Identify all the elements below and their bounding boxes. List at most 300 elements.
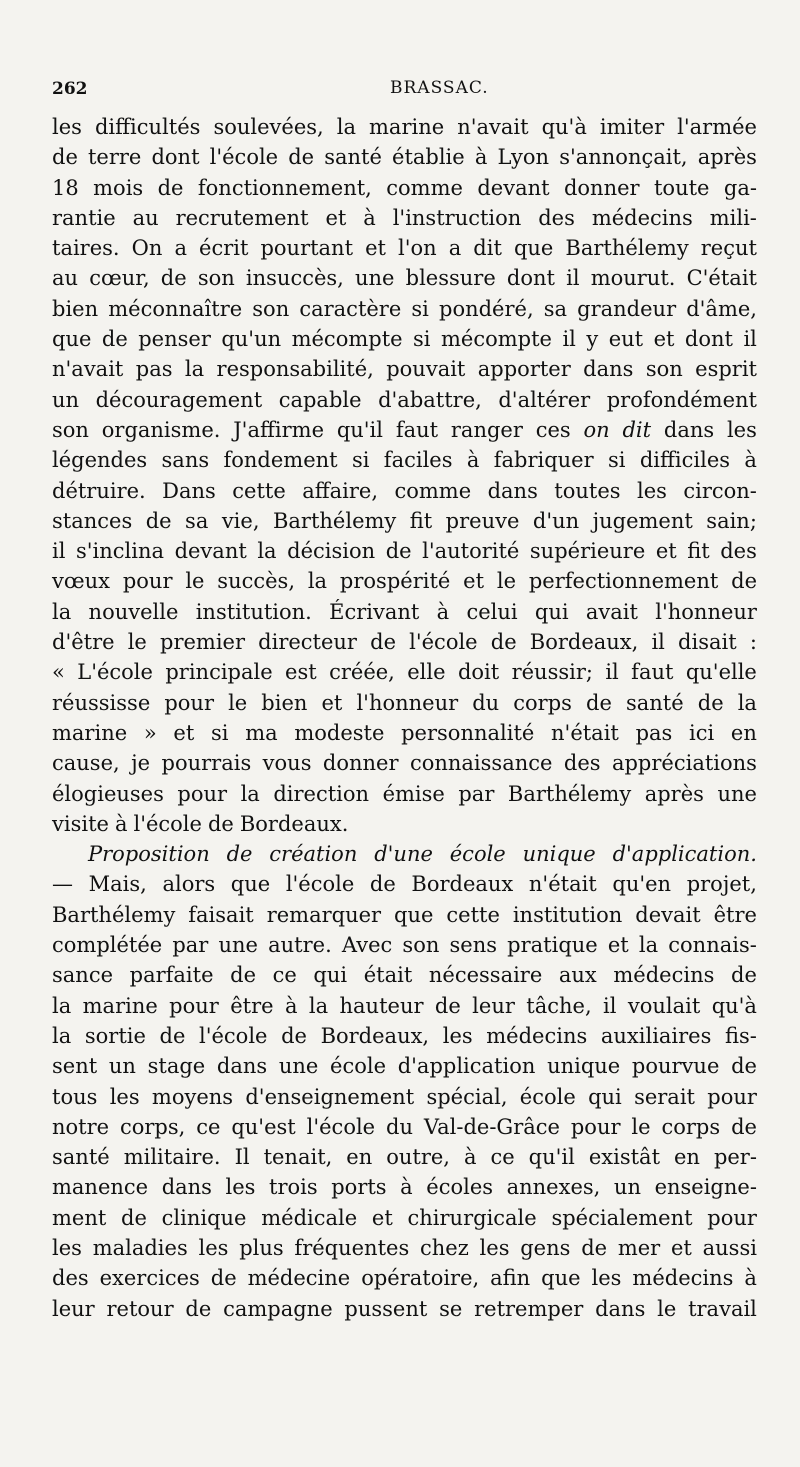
word: marine — [82, 993, 158, 1018]
word: que — [230, 872, 271, 897]
word: si — [351, 448, 370, 473]
word: pour — [707, 1205, 757, 1230]
word: pour — [122, 569, 173, 594]
word: s'inclina — [75, 539, 165, 564]
word: de — [207, 811, 234, 836]
word: qu'il — [336, 417, 383, 442]
word: serait — [634, 1084, 695, 1109]
word: une — [355, 266, 395, 291]
word: santé — [324, 145, 382, 170]
word: de — [210, 1266, 237, 1291]
word: terre — [87, 145, 142, 170]
word: « — [52, 660, 65, 685]
word: l'instruction — [392, 205, 522, 230]
word: Bordeaux — [411, 872, 514, 897]
word: connais- — [668, 933, 757, 958]
word: bien — [261, 690, 308, 715]
word: après — [644, 781, 704, 806]
word: projet, — [686, 872, 757, 897]
word: spécial, — [426, 1084, 508, 1109]
word: dont — [684, 327, 733, 352]
word: école — [449, 842, 506, 867]
word: de — [226, 842, 253, 867]
word: la — [307, 569, 328, 594]
word: son — [645, 357, 683, 382]
word: outre, — [386, 1145, 450, 1170]
word: qu'est — [231, 1114, 296, 1139]
word: un — [52, 387, 80, 412]
word: les — [52, 115, 82, 139]
word: son — [402, 933, 440, 958]
word: direction — [273, 781, 370, 806]
word: de — [281, 1023, 307, 1048]
word: l'armée — [677, 115, 757, 139]
word: ga- — [723, 175, 757, 200]
word: tenait, — [263, 1145, 333, 1170]
word: afin — [490, 1266, 531, 1291]
word: ce — [196, 1114, 221, 1139]
text-line — [52, 748, 757, 778]
word: unique — [522, 842, 596, 867]
word: capable — [278, 387, 362, 412]
word: Mais, — [88, 872, 147, 897]
word: institution — [512, 902, 623, 927]
word: l'école — [199, 1023, 268, 1048]
word: méconnaître — [108, 296, 243, 321]
word: parfaite — [129, 963, 214, 988]
text-line — [52, 809, 757, 839]
word: le — [496, 569, 517, 594]
word: faisait — [188, 902, 254, 927]
word: n'était — [551, 720, 619, 745]
word: la — [52, 599, 72, 624]
word: personnalité — [401, 720, 535, 745]
word: à — [284, 993, 298, 1018]
text-line — [52, 930, 757, 960]
word: on — [583, 417, 610, 442]
word: hauteur — [339, 993, 424, 1018]
word: médecins — [613, 963, 715, 988]
text-line — [52, 445, 757, 475]
word: et — [670, 1235, 692, 1260]
word: stage — [147, 1054, 206, 1079]
word: qu'elle — [685, 660, 757, 685]
word: de — [434, 993, 461, 1018]
word: dans — [663, 417, 715, 442]
word: sortie — [84, 1023, 146, 1048]
word: manence — [52, 1175, 149, 1200]
word: une — [717, 781, 757, 806]
word: et — [371, 1205, 393, 1230]
word: devant — [174, 539, 247, 564]
word: sans — [161, 448, 210, 473]
word: de — [581, 1235, 608, 1260]
text-line — [52, 1021, 757, 1051]
word: de — [160, 266, 187, 291]
word: faciles — [383, 448, 453, 473]
word: pourrais — [161, 751, 252, 776]
word: toutes — [554, 478, 621, 503]
text-line — [52, 173, 757, 203]
word: spécialement — [551, 1205, 693, 1230]
word: alors — [162, 872, 216, 897]
word: celui — [466, 599, 518, 624]
word: le — [228, 690, 248, 715]
word: d'application. — [612, 842, 757, 867]
word: existât — [588, 1145, 661, 1170]
body-text — [52, 112, 757, 1324]
word: médecins — [591, 205, 693, 230]
word: aussi — [702, 1235, 757, 1260]
word: autre. — [268, 933, 332, 958]
word: de — [159, 1023, 186, 1048]
page-header — [52, 74, 752, 104]
word: leur — [472, 993, 515, 1018]
word: de — [145, 508, 172, 533]
word: travail — [688, 1296, 757, 1321]
word: » — [143, 720, 157, 745]
word: découragement — [95, 387, 263, 412]
word: l'école — [209, 145, 279, 170]
word: mécompte — [291, 327, 403, 352]
word: L'école — [77, 660, 153, 685]
word: les — [479, 1235, 510, 1260]
section-heading — [52, 839, 757, 869]
word: retremper — [474, 1296, 584, 1321]
text-line — [52, 476, 757, 506]
word: dans — [583, 357, 634, 382]
word: profondément — [606, 387, 757, 412]
word: si — [413, 327, 431, 352]
word: l'école — [306, 1114, 376, 1139]
word: mécompte — [441, 327, 552, 352]
word: être — [230, 993, 274, 1018]
word: dit — [622, 417, 652, 442]
text-line — [52, 263, 757, 293]
word: Dans — [162, 478, 216, 503]
word: la — [52, 993, 72, 1018]
word: chirurgicale — [407, 1205, 537, 1230]
word: la — [240, 781, 260, 806]
text-line — [52, 657, 757, 687]
word: leur — [52, 1296, 95, 1321]
word: des — [563, 751, 601, 776]
text-line — [52, 1233, 757, 1263]
word: disait — [678, 630, 737, 655]
word: On — [131, 236, 163, 261]
word: école — [519, 1084, 576, 1109]
word: que — [513, 236, 554, 261]
word: directeur — [258, 630, 357, 655]
word: que — [52, 327, 92, 352]
word: fondement — [223, 448, 338, 473]
word: dans — [595, 1296, 646, 1321]
word: et — [325, 205, 347, 230]
word: dont — [151, 145, 200, 170]
word: apporter — [477, 357, 571, 382]
word: ces — [535, 417, 571, 442]
word: toute — [653, 175, 710, 200]
word: circon- — [683, 478, 757, 503]
word: Bordeaux, — [529, 630, 639, 655]
word: santé — [52, 1145, 110, 1170]
word: premier — [160, 630, 246, 655]
word: émise — [382, 781, 445, 806]
word: dit — [473, 236, 502, 261]
word: insuccès, — [245, 266, 344, 291]
word: institution. — [195, 599, 312, 624]
word: perfectionnement — [528, 569, 719, 594]
text-line — [52, 1142, 757, 1172]
word: sa — [185, 508, 209, 533]
word: n'était — [528, 872, 597, 897]
word: d'enseignement — [245, 1084, 415, 1109]
word: soulevées, — [213, 115, 324, 139]
word: médecins — [632, 1266, 734, 1291]
word: pussent — [344, 1296, 428, 1321]
word: Bordeaux. — [239, 811, 349, 836]
word: la — [308, 993, 329, 1018]
word: si — [608, 448, 626, 473]
word: je — [131, 751, 151, 776]
word: son — [197, 266, 235, 291]
word: aux — [558, 963, 597, 988]
word: à — [474, 145, 488, 170]
word: de — [121, 1205, 147, 1230]
word: elle — [407, 660, 446, 685]
word: ment — [52, 1205, 107, 1230]
word: les — [225, 1175, 256, 1200]
word: son — [52, 417, 89, 442]
word: et — [607, 933, 629, 958]
word: fréquentes — [294, 1235, 410, 1260]
word: des — [538, 205, 575, 230]
word: maladies — [92, 1235, 188, 1260]
word: dans — [161, 1175, 212, 1200]
word: l'honneur — [356, 690, 459, 715]
word: mois — [93, 175, 144, 200]
text-line — [52, 1203, 757, 1233]
word: Barthélemy — [565, 236, 689, 261]
word: de — [697, 690, 724, 715]
word: doit — [457, 660, 500, 685]
word: militaire. — [123, 1145, 221, 1170]
word: de — [385, 539, 412, 564]
word: il — [566, 266, 580, 291]
word: nouvelle — [88, 599, 179, 624]
text-line — [52, 112, 757, 142]
word: ce — [490, 1145, 515, 1170]
word: devant — [477, 175, 550, 200]
word: esprit — [695, 357, 757, 382]
word: réussisse — [52, 690, 151, 715]
word: d'être — [52, 630, 115, 655]
word: il — [743, 327, 757, 352]
word: s'annonçait, — [559, 145, 688, 170]
word: cause, — [52, 751, 120, 776]
word: et — [653, 327, 675, 352]
text-line — [52, 1082, 757, 1112]
word: taires. — [52, 236, 120, 261]
word: Avec — [341, 933, 393, 958]
word: et — [173, 720, 195, 745]
word: en — [730, 720, 757, 745]
word: les — [109, 1084, 140, 1109]
word: tous — [52, 1084, 98, 1109]
word: n'avait — [52, 357, 124, 382]
word: prospérité — [339, 569, 451, 594]
word: Val-de-Grâce — [423, 1114, 560, 1139]
word: écoles — [426, 1175, 494, 1200]
word: fit — [687, 539, 710, 564]
word: école — [330, 1054, 387, 1079]
text-line — [52, 1172, 757, 1202]
text-line — [52, 688, 757, 718]
word: la — [638, 933, 659, 958]
word: devait — [635, 902, 701, 927]
word: à — [114, 811, 128, 836]
word: bien — [52, 296, 99, 321]
word: il — [605, 660, 619, 685]
word: dans — [216, 1054, 268, 1079]
word: réussir; — [511, 660, 593, 685]
word: il — [562, 327, 576, 352]
word: de — [731, 963, 757, 988]
word: à — [400, 1175, 413, 1200]
word: auxiliaires — [600, 1023, 712, 1048]
word: J'affirme — [233, 417, 324, 442]
word: la — [737, 690, 757, 715]
word: la — [336, 115, 356, 139]
word: dans — [487, 478, 538, 503]
word: pourvue — [631, 1054, 720, 1079]
word: comme — [394, 478, 472, 503]
word: marine — [369, 115, 445, 139]
word: de — [731, 1114, 757, 1139]
word: fabriquer — [493, 448, 594, 473]
word: affaire, — [302, 478, 379, 503]
word: nécessaire — [428, 963, 543, 988]
word: d'altérer — [498, 387, 591, 412]
word: rantie — [52, 205, 116, 230]
word: avait — [585, 599, 638, 624]
word: de — [157, 175, 184, 200]
word: d'une — [374, 842, 433, 867]
word: par — [458, 781, 495, 806]
word: corps — [513, 690, 572, 715]
word: trois — [269, 1175, 318, 1200]
word: Écrivant — [329, 599, 420, 624]
word: décision — [287, 539, 376, 564]
word: détruire. — [52, 478, 146, 503]
word: la — [52, 1023, 72, 1048]
word: de — [288, 145, 315, 170]
word: après — [697, 145, 757, 170]
text-line — [52, 142, 757, 172]
word: un — [108, 1054, 136, 1079]
word: visite — [52, 811, 109, 836]
word: clinique — [161, 1205, 247, 1230]
word: exercices — [99, 1266, 200, 1291]
word: appréciations — [611, 751, 757, 776]
word: cette — [446, 902, 500, 927]
word: supérieure — [529, 539, 646, 564]
word: au — [132, 205, 159, 230]
word: être — [713, 902, 757, 927]
word: pour — [164, 690, 214, 715]
word: une — [278, 1054, 319, 1079]
word: que — [541, 1266, 581, 1291]
text-line — [52, 233, 757, 263]
word: qui — [313, 963, 348, 988]
word: per- — [713, 1145, 757, 1170]
word: jugement — [592, 508, 693, 533]
word: Il — [234, 1145, 250, 1170]
word: de — [490, 630, 517, 655]
word: mourut. — [590, 266, 676, 291]
word: en — [346, 1145, 373, 1170]
text-line — [52, 718, 757, 748]
word: et — [463, 569, 485, 594]
word: moyens — [151, 1084, 234, 1109]
word: modeste — [294, 720, 385, 745]
word: imiter — [599, 115, 665, 139]
word: pourtant — [260, 236, 354, 261]
word: cœur, — [89, 266, 150, 291]
word: légendes — [52, 448, 148, 473]
word: fis- — [725, 1023, 757, 1048]
word: à — [466, 448, 480, 473]
word: si — [411, 296, 429, 321]
word: chez — [420, 1235, 469, 1260]
word: d'application — [397, 1054, 536, 1079]
word: est — [285, 660, 317, 685]
word: fit — [409, 508, 433, 533]
word: le — [127, 630, 147, 655]
text-line — [52, 1294, 757, 1324]
word: ranger — [450, 417, 523, 442]
text-line — [52, 900, 757, 930]
word: n'avait — [457, 115, 529, 139]
word: dont — [506, 266, 555, 291]
text-line — [52, 294, 757, 324]
word: à — [744, 448, 757, 473]
word: connaissance — [409, 751, 553, 776]
word: se — [439, 1296, 463, 1321]
word: caractère — [299, 296, 402, 321]
word: écrit — [199, 236, 249, 261]
word: corps — [661, 1114, 721, 1139]
word: donner — [563, 175, 640, 200]
word: Barthélemy — [272, 508, 397, 533]
word: que — [394, 902, 434, 927]
word: notre — [52, 1114, 110, 1139]
word: comme — [386, 175, 463, 200]
text-line — [52, 597, 757, 627]
word: mer — [617, 1235, 661, 1260]
word: pas — [135, 357, 173, 382]
text-line — [52, 324, 757, 354]
word: de — [731, 569, 757, 594]
word: faut — [631, 660, 674, 685]
word: fonctionnement, — [197, 175, 372, 200]
word: sent — [52, 1054, 98, 1079]
word: des — [52, 1266, 89, 1291]
word: a — [448, 236, 462, 261]
word: élogieuses — [52, 781, 164, 806]
word: était — [363, 963, 413, 988]
word: de — [369, 872, 396, 897]
